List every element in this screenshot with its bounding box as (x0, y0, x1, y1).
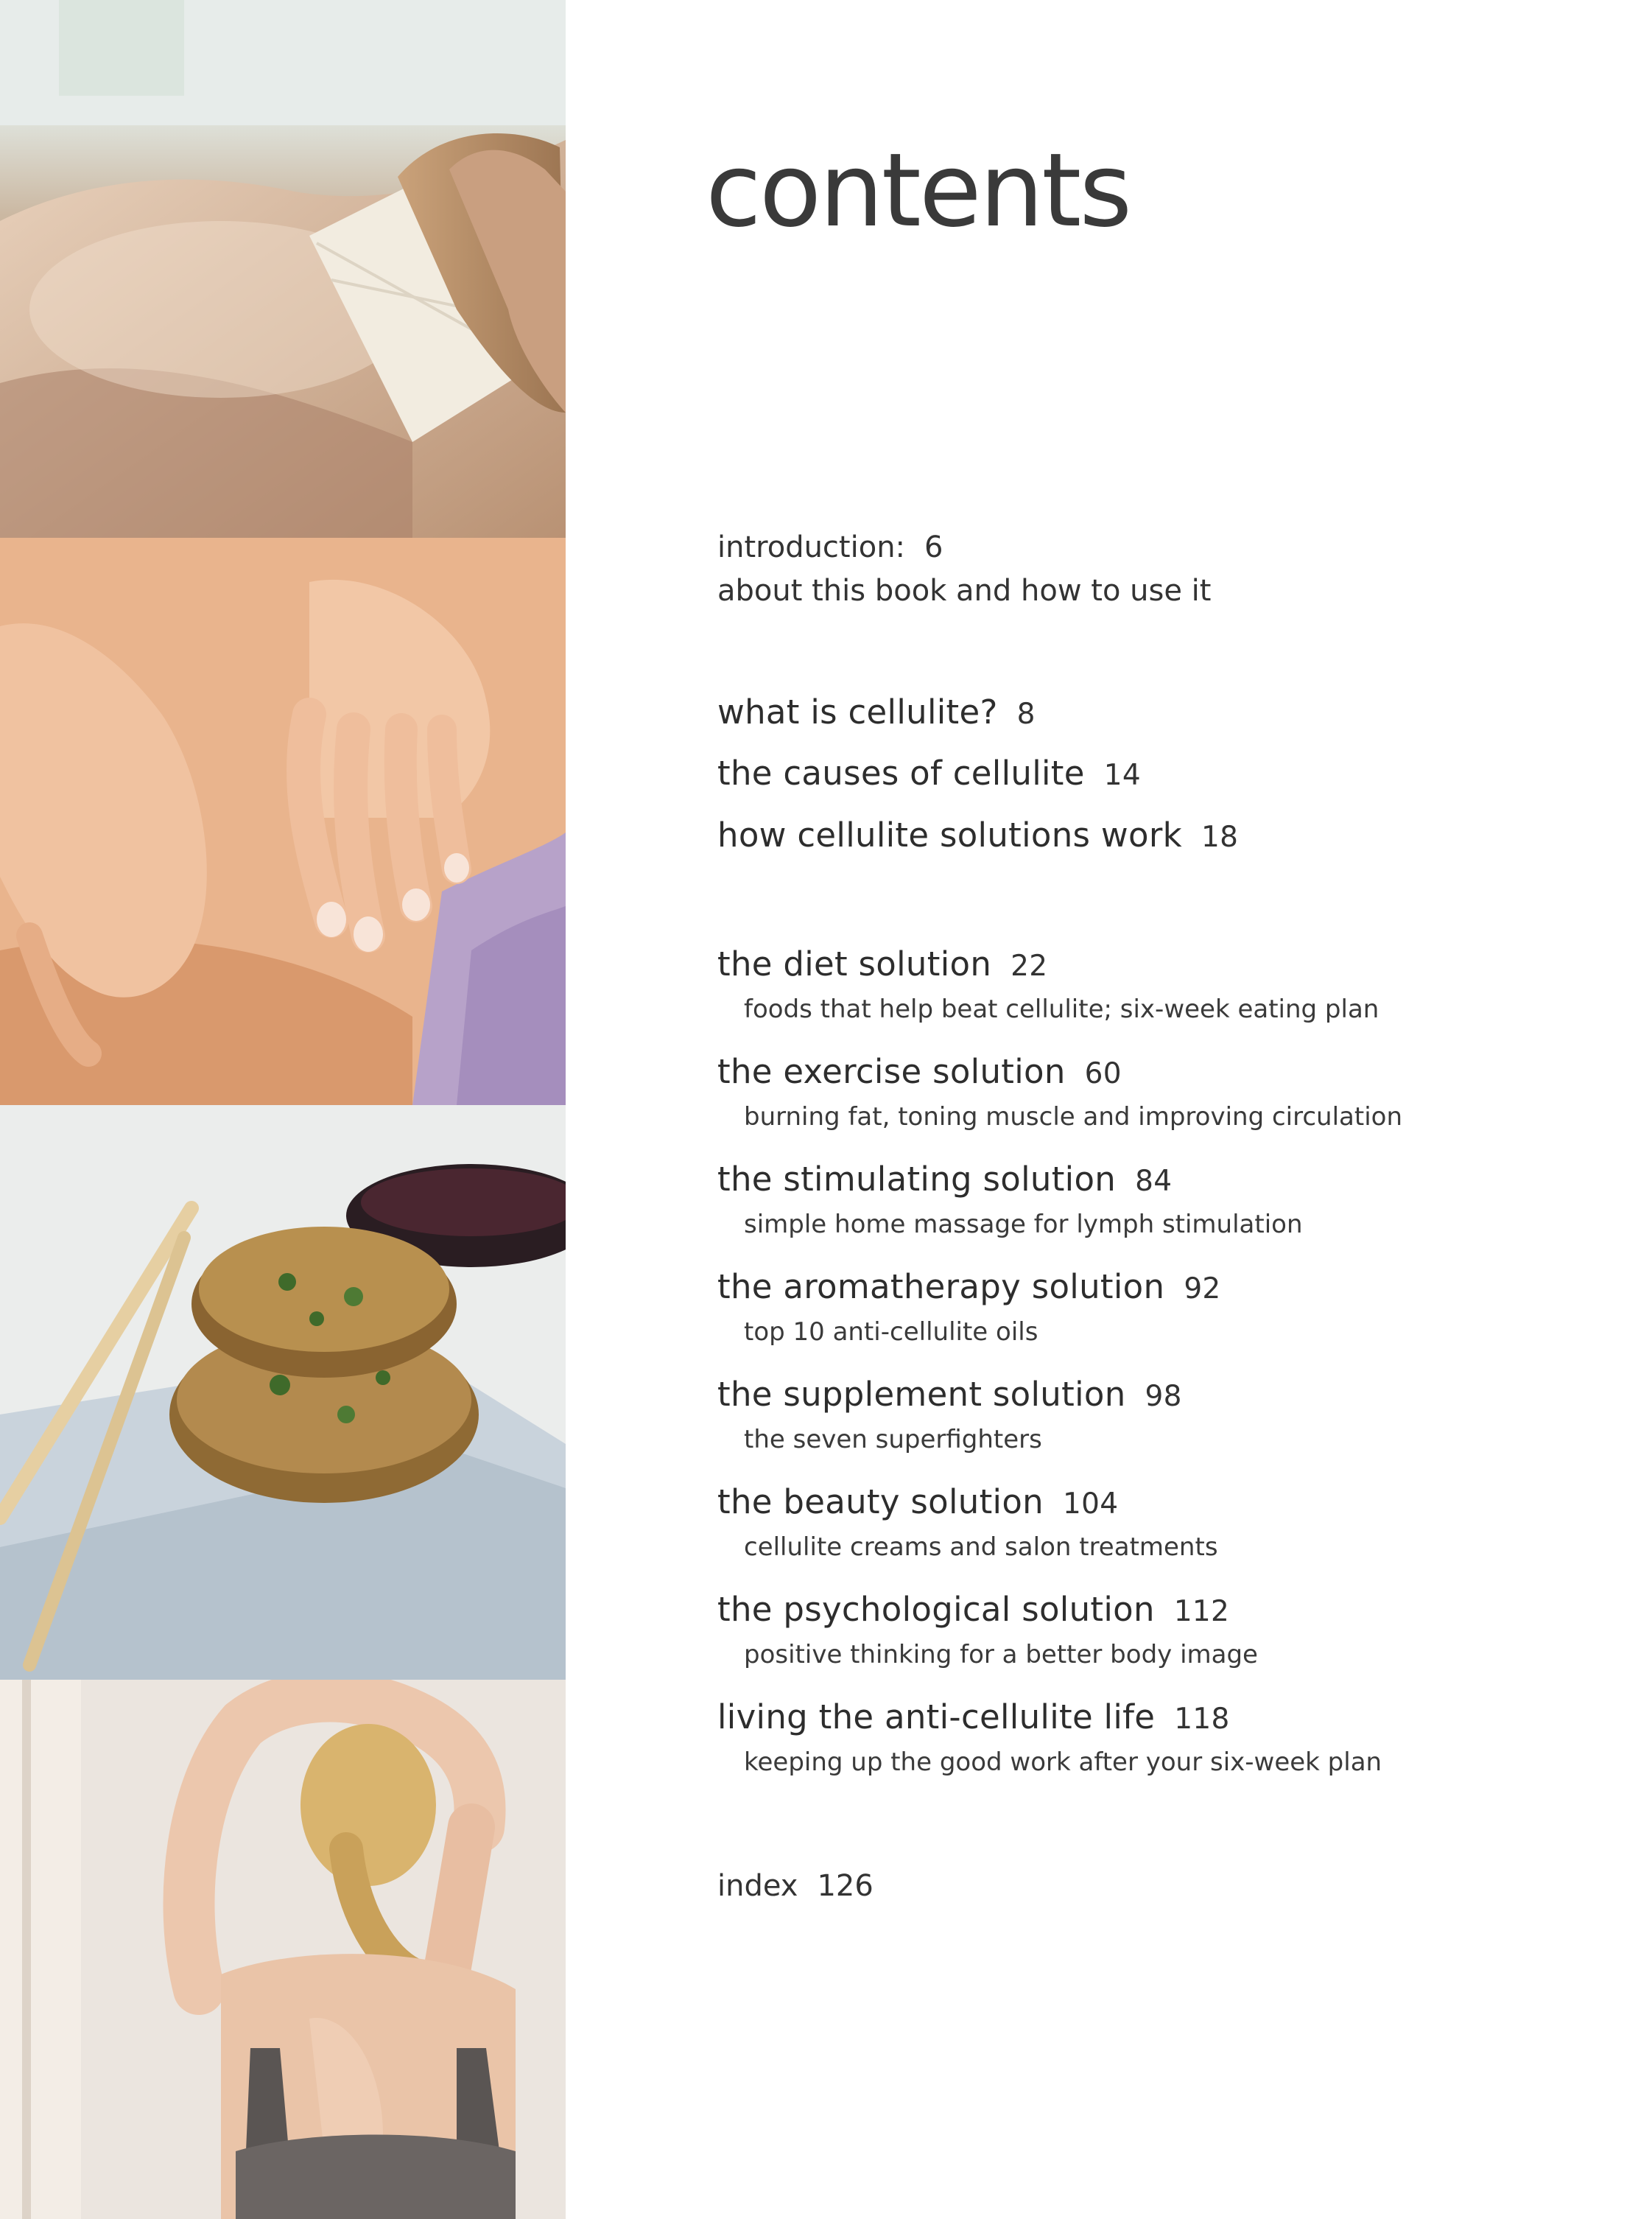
toc-entry-page: 98 (1145, 1380, 1182, 1413)
toc-entry-label: introduction: (717, 530, 906, 564)
toc-entry-page: 8 (1016, 698, 1036, 731)
toc-entry-subtitle: the seven superfighters (744, 1425, 1042, 1454)
toc-entry-page: 118 (1174, 1703, 1230, 1736)
toc-entry-label: living the anti-cellulite life (717, 1697, 1156, 1736)
toc-entry-page: 6 (924, 530, 943, 564)
toc-entry-index[interactable] (717, 1871, 874, 1901)
toc-entry-page: 22 (1010, 950, 1048, 983)
toc-entry-page: 126 (817, 1869, 874, 1903)
toc-entry-subtitle: simple home massage for lymph stimulation (744, 1210, 1303, 1239)
toc-entry-page: 112 (1173, 1595, 1230, 1628)
toc-entry-subtitle: burning fat, toning muscle and improving circulation (744, 1102, 1402, 1132)
toc-entry-exercise-solution[interactable] (717, 1052, 1122, 1091)
toc-entry-how-solutions-work[interactable] (717, 816, 1239, 855)
toc-entry-label: index (717, 1869, 798, 1903)
toc-entry-label: the exercise solution (717, 1052, 1066, 1091)
toc-entry-label: the aromatherapy solution (717, 1267, 1165, 1306)
toc-entry-stimulating-solution[interactable] (717, 1160, 1173, 1199)
toc-entry-label: the beauty solution (717, 1482, 1044, 1521)
toc-entry-page: 84 (1135, 1165, 1173, 1198)
page-title: contents (706, 131, 1131, 250)
toc-entry-beauty-solution[interactable] (717, 1482, 1119, 1521)
toc-entry-subtitle: top 10 anti-cellulite oils (744, 1317, 1038, 1347)
toc-entry-page: 18 (1201, 821, 1239, 854)
toc-entry-label: how cellulite solutions work (717, 816, 1182, 855)
massage-hands-photo-icon (0, 538, 566, 1105)
toc-entry-label: the diet solution (717, 944, 992, 984)
toc-entry-page: 92 (1184, 1272, 1221, 1305)
toc-entry-label: the supplement solution (717, 1375, 1126, 1414)
toc-entry-introduction[interactable] (717, 530, 943, 564)
toc-entry-page: 104 (1062, 1487, 1119, 1521)
toc-entry-psychological-solution[interactable] (717, 1590, 1230, 1629)
toc-entry-label: the stimulating solution (717, 1160, 1117, 1199)
toc-entry-supplement-solution[interactable] (717, 1375, 1182, 1414)
toc-entry-subtitle: keeping up the good work after your six-week plan (744, 1747, 1382, 1777)
toc-entry-diet-solution[interactable] (717, 944, 1048, 984)
shoulder-stretch-photo-icon (0, 1680, 566, 2219)
toc-entry-label: what is cellulite? (717, 693, 998, 732)
toc-entry-aromatherapy-solution[interactable] (717, 1267, 1221, 1306)
toc-entry-page: 14 (1103, 759, 1141, 792)
toc-entry-anti-cellulite-life[interactable] (717, 1697, 1230, 1736)
toc-entry-subtitle: cellulite creams and salon treatments (744, 1532, 1218, 1562)
toc-entry-subtitle: about this book and how to use it (717, 574, 1212, 608)
toc-entry-label: the psychological solution (717, 1590, 1155, 1629)
toc-entry-subtitle: positive thinking for a better body image (744, 1640, 1258, 1669)
dry-brush-photo-icon (0, 0, 566, 538)
toc-entry-page: 60 (1084, 1057, 1122, 1090)
toc-entry-causes-of-cellulite[interactable] (717, 754, 1141, 793)
vegetable-fritters-photo-icon (0, 1105, 566, 1680)
toc-entry-what-is-cellulite[interactable] (717, 693, 1036, 732)
photo-strip (0, 0, 566, 2219)
toc-entry-subtitle: foods that help beat cellulite; six-week eating plan (744, 995, 1379, 1024)
toc-entry-label: the causes of cellulite (717, 754, 1085, 793)
